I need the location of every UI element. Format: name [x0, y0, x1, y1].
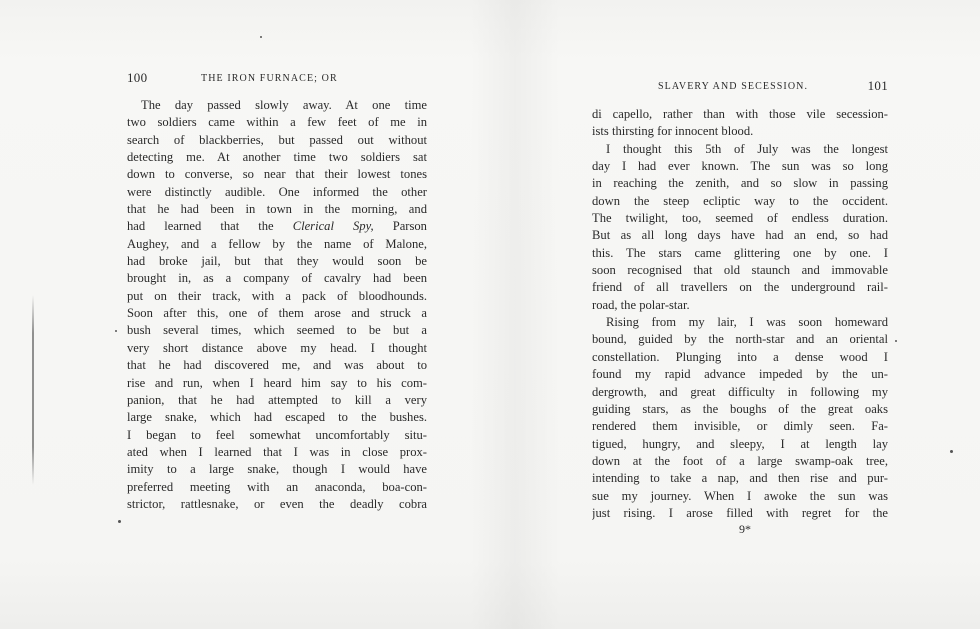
left-page-header [127, 70, 427, 92]
right-page-header [592, 78, 888, 100]
text-line: The twilight, too, seemed of endless duration. [592, 211, 888, 226]
text-line: day I had ever known. The sun was so long [592, 159, 888, 174]
signature-mark: 9* [739, 522, 751, 537]
left-page [127, 70, 427, 513]
ink-speck [260, 36, 262, 38]
text-line: road, the polar-star. [592, 297, 690, 312]
text-line: down at the foot of a large swamp-oak tree, [592, 453, 888, 468]
ink-speck [950, 450, 953, 453]
text-line: just rising. I arose filled with regret for the [592, 505, 888, 520]
text-line: two soldiers came within a few feet of me in [127, 115, 427, 130]
ink-speck [115, 330, 117, 332]
text-line: Aughey, and a fellow by the name of Malone, [127, 236, 427, 251]
text-line: di capello, rather than with those vile secession- [592, 107, 888, 121]
text-line: Rising from my lair, I was soon homeward [606, 315, 888, 330]
ink-speck [895, 340, 897, 342]
text-line: down to converse, so near that their lowest tones [127, 167, 427, 182]
text-line: ated when I learned that I was in close prox- [127, 444, 427, 459]
text-line: were distinctly audible. One informed the other [127, 184, 427, 199]
text-line: rise and run, when I heard him say to his com- [127, 375, 427, 390]
text-line: sue my journey. When I awoke the sun was [592, 488, 888, 503]
text-line: friend of all travellers on the underground rail- [592, 280, 888, 295]
text-line: tigued, hungry, and sleepy, I at length lay [592, 436, 888, 451]
left-page-body [127, 97, 427, 513]
right-page-body [592, 106, 888, 522]
ink-speck [118, 520, 121, 523]
left-running-head: THE IRON FURNACE; OR [201, 73, 338, 84]
text-line: brought in, as a company of cavalry had been [127, 271, 427, 286]
text-line: I began to feel somewhat uncomfortably situ- [127, 427, 427, 442]
text-line: very short distance above my head. I thought [127, 340, 427, 355]
text-line: that he had discovered me, and was about to [127, 358, 427, 373]
text-line: imity to a large snake, though I would have [127, 462, 427, 477]
text-line: bush several times, which seemed to be but a [127, 323, 427, 338]
right-page [592, 78, 888, 537]
text-line: I thought this 5th of July was the longest [606, 141, 888, 156]
text-line: found my rapid advance impeded by the un- [592, 367, 888, 382]
text-line: soon recognised that old staunch and immovable [592, 263, 888, 278]
text-segment: Parson [373, 219, 427, 234]
text-line: this. The stars came glittering one by one. I [592, 245, 888, 260]
text-line: rendered them invisible, or dimly seen. Fa- [592, 419, 888, 434]
text-line: down the steep ecliptic way to the occident. [592, 193, 888, 208]
page-edge-mark [32, 295, 34, 485]
text-line: had broke jail, but that they would soon be [127, 254, 427, 269]
book-gutter-shadow [470, 0, 560, 629]
text-line: large snake, which had escaped to the bushes. [127, 410, 427, 425]
left-page-number: 100 [127, 70, 148, 85]
text-line: panion, that he had attempted to kill a very [127, 392, 427, 407]
italic-title: Clerical Spy, [292, 219, 374, 234]
text-line: dergrowth, and great difficulty in following my [592, 384, 888, 399]
text-line: But as all long days have had an end, so had [592, 228, 888, 243]
text-line: guiding stars, as the boughs of the great oaks [592, 401, 888, 416]
text-line: intending to take a nap, and then rise and pur- [592, 471, 888, 486]
text-line: search of blackberries, but passed out without [127, 132, 427, 147]
text-line: detecting me. At another time two soldiers sat [127, 150, 427, 165]
text-line: strictor, rattlesnake, or even the deadly cobra [127, 496, 427, 511]
text-line: in reaching the zenith, and so slow in passing [592, 176, 888, 191]
right-running-head: SLAVERY AND SECESSION. [658, 81, 809, 92]
text-line: that he had been in town in the morning, and [127, 202, 427, 217]
text-line: The day passed slowly away. At one time [141, 98, 427, 112]
text-line [127, 218, 427, 235]
text-line: constellation. Plunging into a dense wood I [592, 349, 888, 364]
text-line: ists thirsting for innocent blood. [592, 124, 754, 139]
text-line: bound, guided by the north-star and an oriental [592, 332, 888, 347]
text-line: put on their track, with a pack of bloodhounds. [127, 288, 427, 303]
text-line: Soon after this, one of them arose and struck a [127, 306, 427, 321]
text-segment: had learned that the [127, 219, 293, 234]
text-line: preferred meeting with an anaconda, boa-con- [127, 479, 427, 494]
right-page-number: 101 [867, 78, 888, 93]
